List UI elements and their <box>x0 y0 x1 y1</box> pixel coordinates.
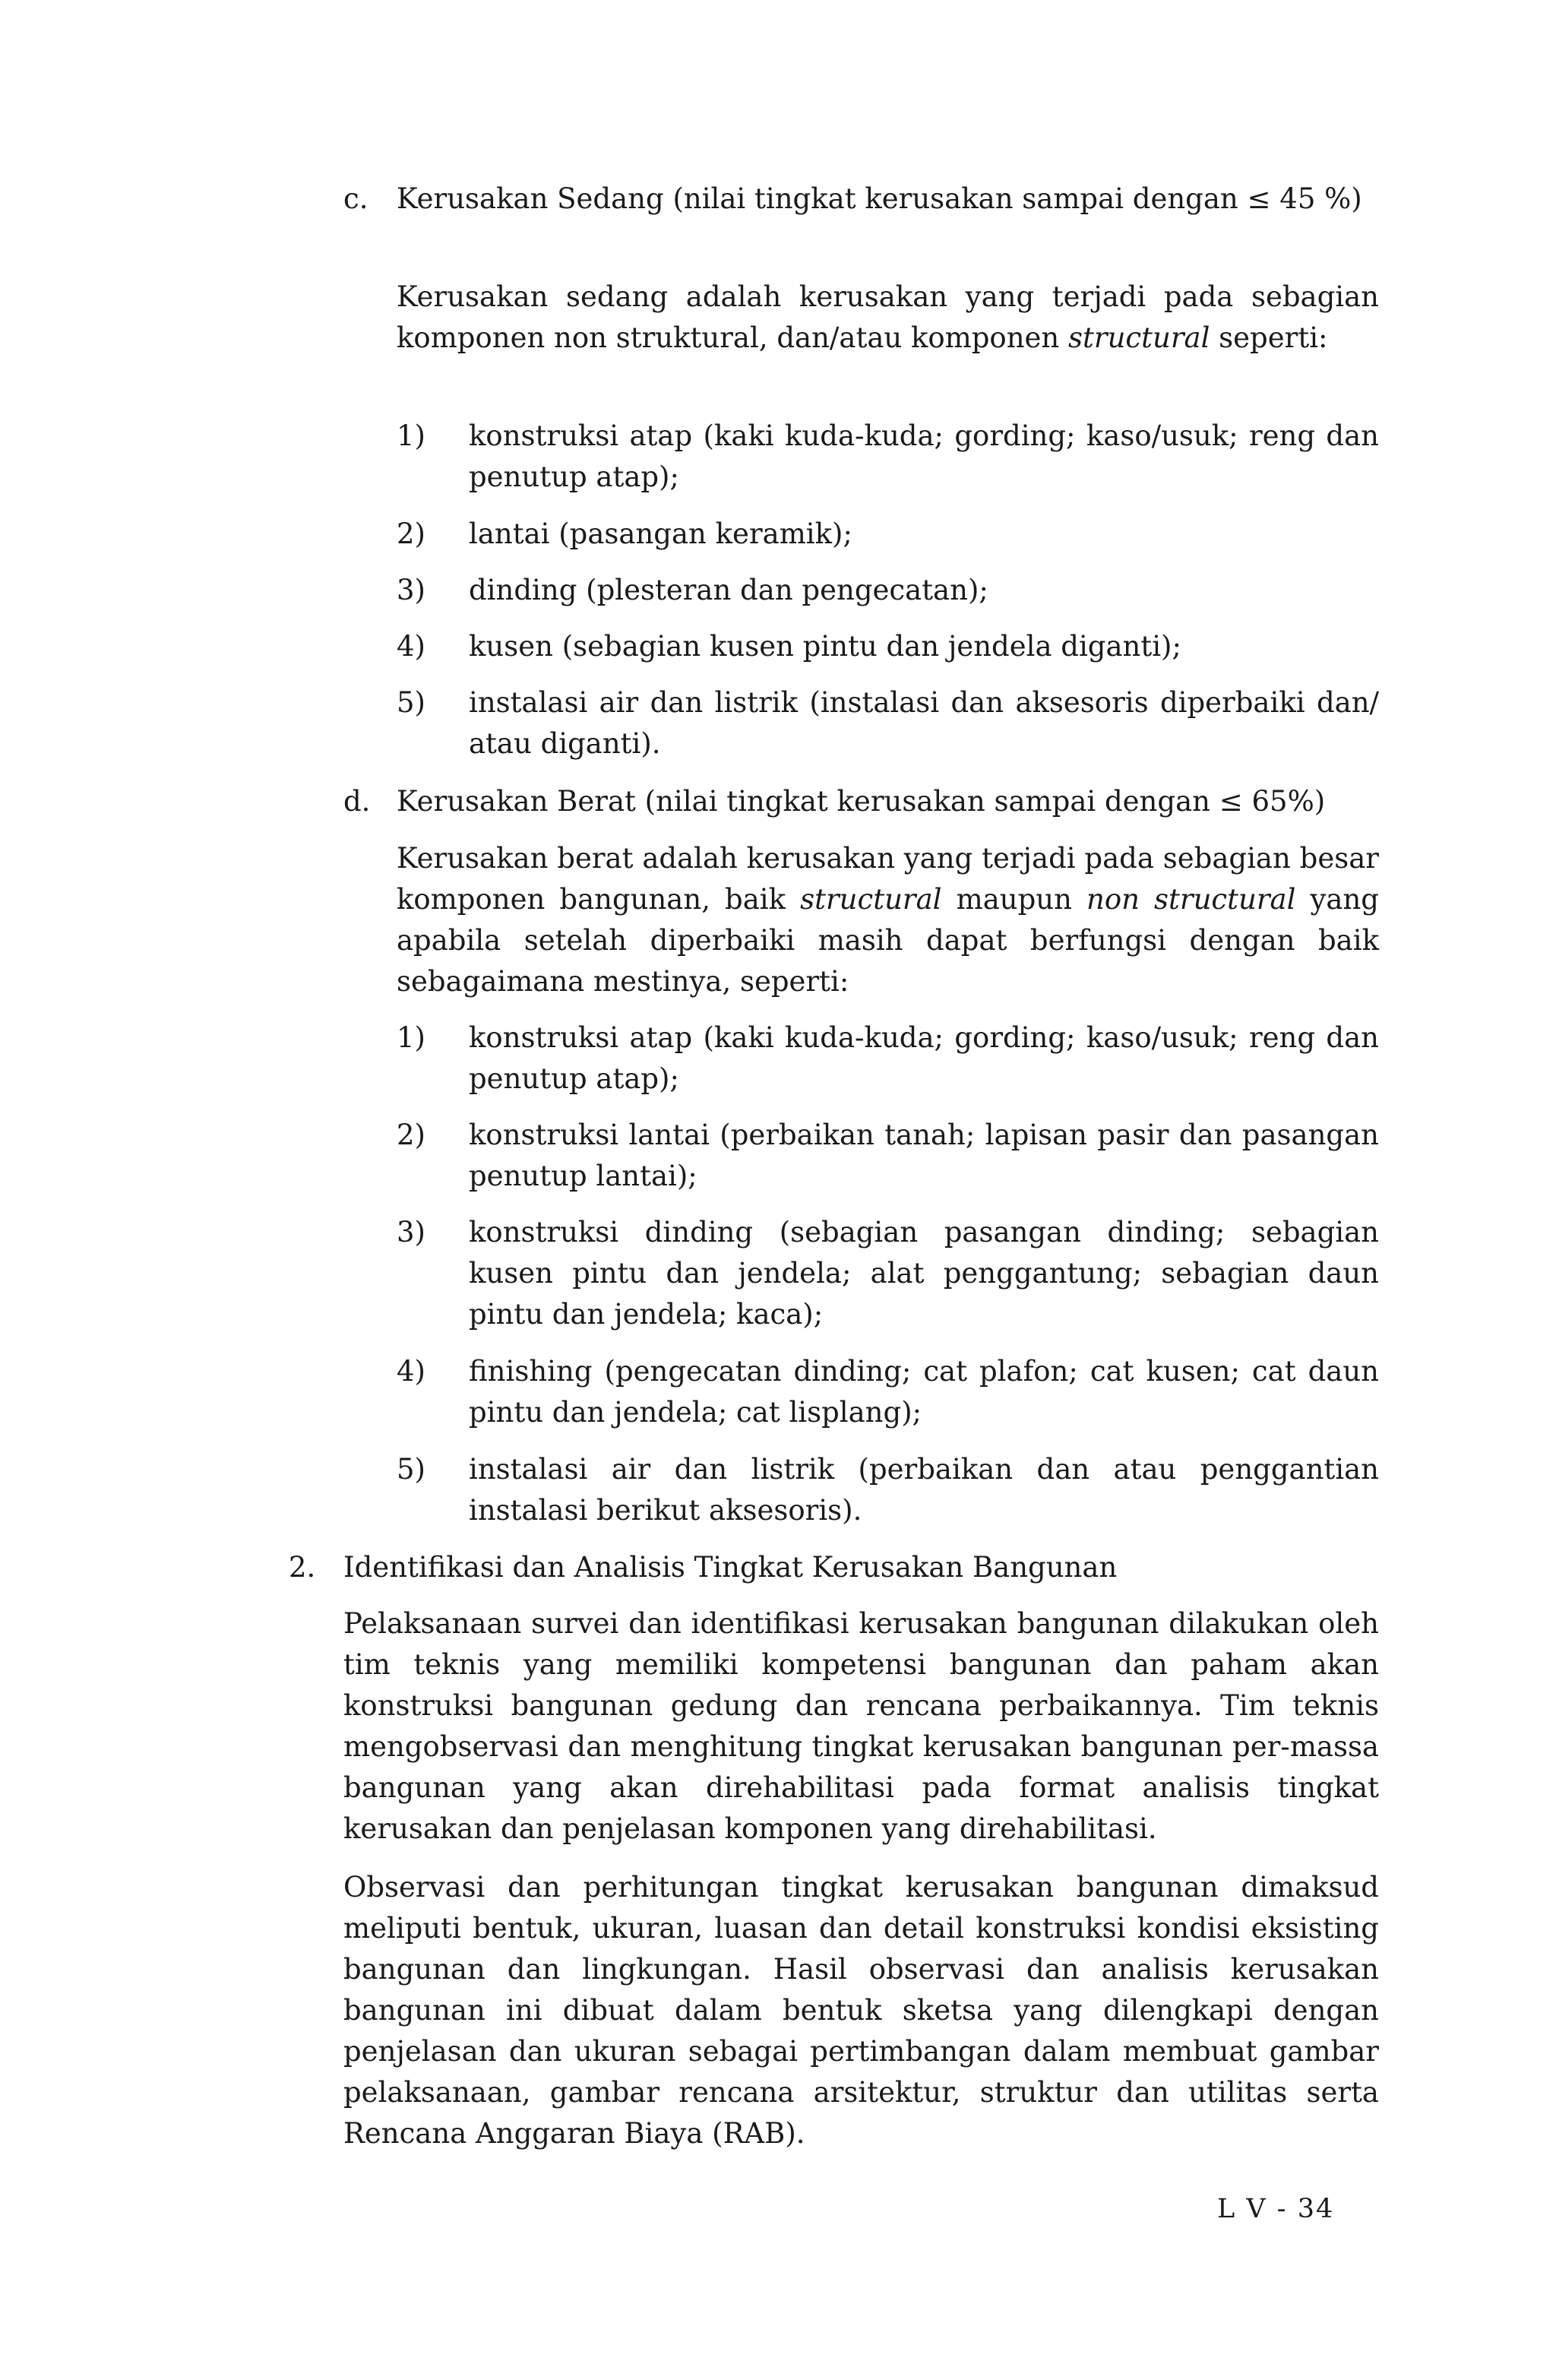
list-item-number: 2) <box>397 517 425 550</box>
list-item-text: konstruksi atap (kaki kuda-kuda; gording; kaso/usuk; reng dan penutup atap); <box>469 1021 1379 1095</box>
section-2-paragraph-1: Pelaksanaan survei dan identifikasi kerusakan bangunan dilakukan oleh tim teknis yang memiliki kompetensi bangunan dan paham akan konstruksi bangunan gedung dan rencana perbaikannya. Tim teknis mengobservasi dan menghitung tingkat kerusakan bangunan per-massa bangunan yang akan direhabilitasi pada format analisis tingkat kerusakan dan penjelasan komponen yang direhabilitasi. <box>343 1607 1379 1845</box>
section-c-heading: Kerusakan Sedang (nilai tingkat kerusakan sampai dengan ≤ 45 %) <box>397 182 1362 215</box>
list-item-text: kusen (sebagian kusen pintu dan jendela diganti); <box>469 630 1181 663</box>
list-item-text: lantai (pasangan keramik); <box>469 517 852 550</box>
section-d-heading: Kerusakan Berat (nilai tingkat kerusakan sampai dengan ≤ 65%) <box>397 785 1326 818</box>
list-item-text: konstruksi dinding (sebagian pasangan dinding; sebagian kusen pintu dan jendela; alat penggantung; sebagian daun pintu dan jendela; kaca); <box>469 1216 1379 1331</box>
section-c-intro: Kerusakan sedang adalah kerusakan yang terjadi pada sebagian komponen non struktural, dan/atau komponen structural seperti: <box>397 280 1379 354</box>
list-item-number: 2) <box>397 1119 425 1151</box>
list-item-number: 3) <box>397 574 425 606</box>
section-c-marker: c. <box>343 182 368 215</box>
list-item-text: instalasi air dan listrik (perbaikan dan atau penggantian instalasi berikut aksesoris). <box>469 1453 1379 1527</box>
list-item-number: 4) <box>397 1355 425 1388</box>
list-item-number: 1) <box>397 1021 425 1054</box>
section-d-intro: Kerusakan berat adalah kerusakan yang terjadi pada sebagian besar komponen bangunan, baik structural maupun non structural yang apabila setelah diperbaiki masih dapat berfungsi dengan baik sebagaimana mestinya, seperti: <box>397 842 1379 998</box>
list-item-number: 5) <box>397 686 425 719</box>
list-item-number: 4) <box>397 630 425 663</box>
section-2-heading: Identifikasi dan Analisis Tingkat Kerusakan Bangunan <box>343 1551 1118 1584</box>
list-item-text: dinding (plesteran dan pengecatan); <box>469 574 988 606</box>
list-item-text: instalasi air dan listrik (instalasi dan aksesoris diperbaiki dan/ atau diganti). <box>469 686 1379 760</box>
list-item-text: konstruksi lantai (perbaikan tanah; lapisan pasir dan pasangan penutup lantai); <box>469 1119 1379 1192</box>
list-item-text: konstruksi atap (kaki kuda-kuda; gording; kaso/usuk; reng dan penutup atap); <box>469 419 1379 493</box>
section-d-marker: d. <box>343 785 371 818</box>
list-item-text: finishing (pengecatan dinding; cat plafon; cat kusen; cat daun pintu dan jendela; cat lisplang); <box>469 1355 1379 1429</box>
page-number: L V - 34 <box>1217 2194 1335 2224</box>
list-item-number: 3) <box>397 1216 425 1249</box>
list-item-number: 1) <box>397 419 425 452</box>
section-2-marker: 2. <box>289 1551 316 1584</box>
section-2-paragraph-2: Observasi dan perhitungan tingkat kerusakan bangunan dimaksud meliputi bentuk, ukuran, luasan dan detail konstruksi kondisi eksisting bangunan dan lingkungan. Hasil observasi dan analisis kerusakan bangunan ini dibuat dalam bentuk sketsa yang dilengkapi dengan penjelasan dan ukuran sebagai pertimbangan dalam membuat gambar pelaksanaan, gambar rencana arsitektur, struktur dan utilitas serta Rencana Anggaran Biaya (RAB). <box>343 1871 1379 2150</box>
list-item-number: 5) <box>397 1453 425 1486</box>
